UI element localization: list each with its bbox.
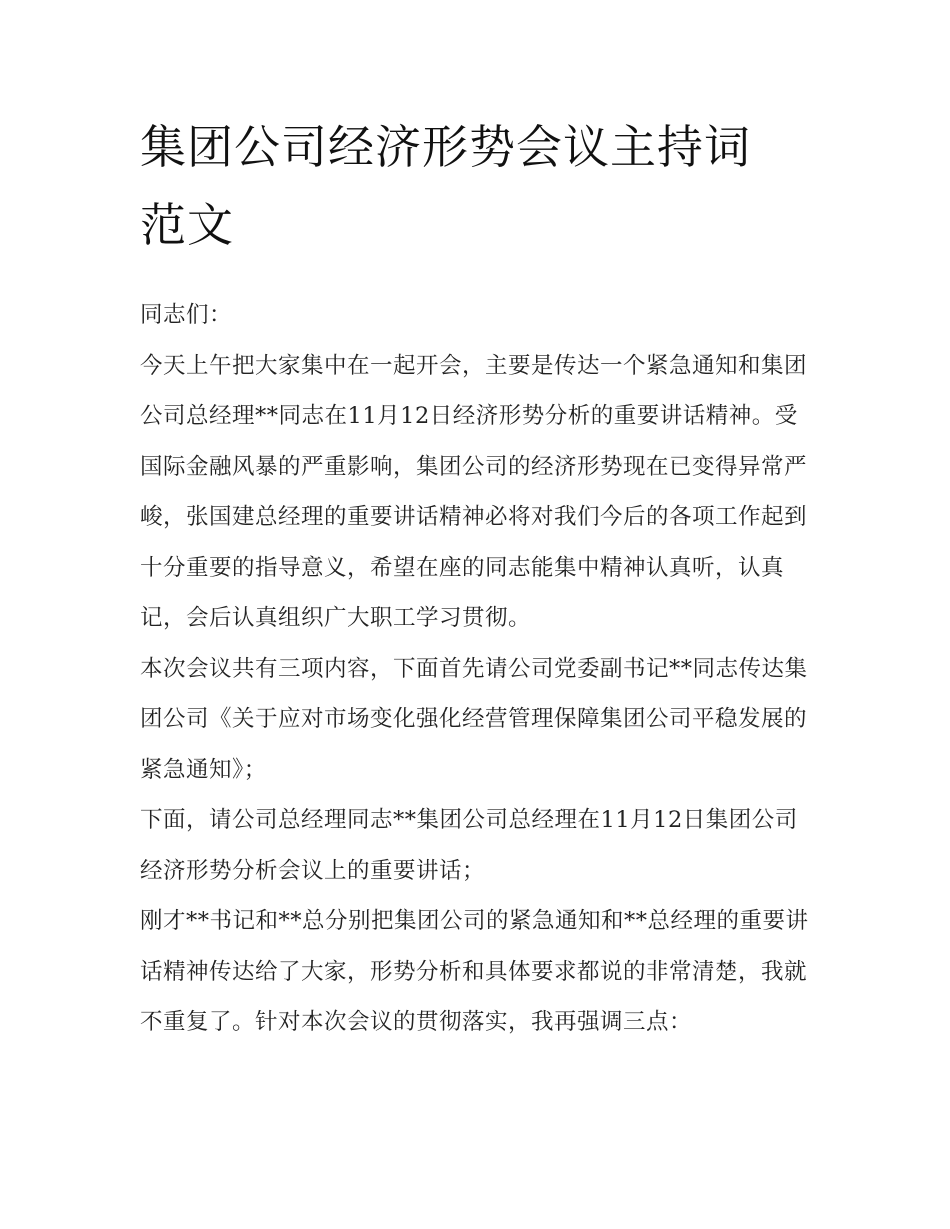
document-body [140,290,820,1048]
body-paragraph: 刚才**书记和**总分别把集团公司的紧急通知和**总经理的重要讲话精神传达给了大家，形势分析和具体要求都说的非常清楚，我就不重复了。针对本次会议的贯彻落实，我再强调三点： [140,908,809,1035]
body-paragraph: 下面，请公司总经理同志**集团公司总经理在11月12日集团公司经济形势分析会议上的重要讲话； [140,807,798,884]
body-paragraph: 今天上午把大家集中在一起开会，主要是传达一个紧急通知和集团公司总经理**同志在11月12日经济形势分析的重要讲话精神。受国际金融风暴的严重影响，集团公司的经济形势现在已变得异常严峻，张国建总经理的重要讲话精神必将对我们今后的各项工作起到十分重要的指导意义，希望在座的同志能集中精神认真听，认真记，会后认真组织广大职工学习贯彻。 [140,352,808,631]
title-line-2: 范文 [140,198,234,252]
body-paragraph: 本次会议共有三项内容，下面首先请公司党委副书记**同志传达集团公司《关于应对市场变化强化经营管理保障集团公司平稳发展的紧急通知》； [140,655,808,783]
document-title [140,108,820,264]
document-page [140,108,820,1048]
title-line-1: 集团公司经济形势会议主持词 [140,120,751,174]
greeting-paragraph: 同志们： [140,302,233,328]
